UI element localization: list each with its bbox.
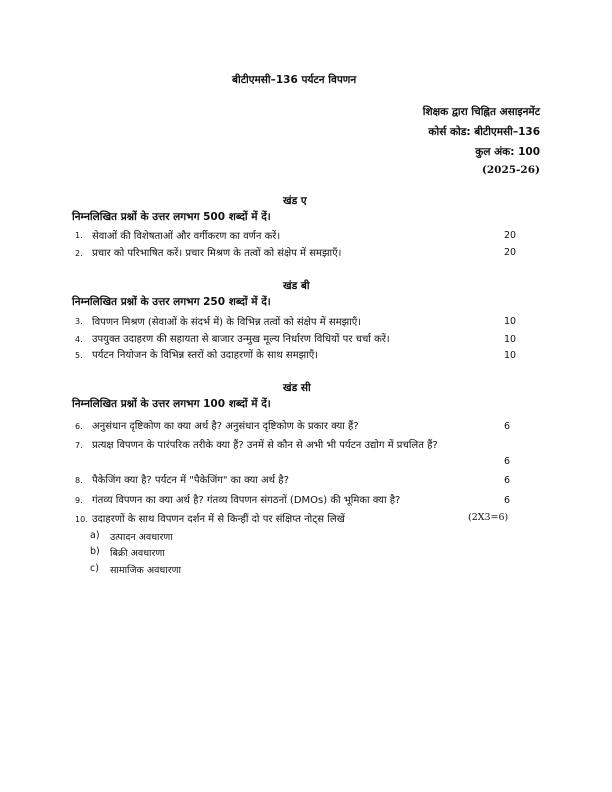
subitem-label: a) [90,530,100,541]
question-text: उदाहरणों के साथ विपणन दर्शन में से किन्हीं दो पर संक्षिप्त नोट्स लिखें [92,514,345,525]
section-instruction: निम्नलिखित प्रश्नों के उत्तर लगभग 250 शब्दों में दें। [72,296,271,308]
section-instruction: निम्नलिखित प्रश्नों के उत्तर लगभग 500 शब्दों में दें। [72,211,271,223]
question-number: 8. [75,476,83,485]
header-assignment-type: शिक्षक द्वारा चिह्नित असाइनमेंट [422,106,540,118]
question-text: प्रत्यक्ष विपणन के पारंपरिक तरीके क्या हैं? उनमें से कौन से अभी भी पर्यटन उद्योग में प्रचलित हैं? [92,440,438,451]
question-marks: 6 [504,421,511,432]
subitem-label: b) [90,546,100,557]
question-marks: 20 [504,247,517,258]
section-title: खंड सी [283,382,311,394]
question-text: अनुसंधान दृष्टिकोण का क्या अर्थ है? अनुसंधान दृष्टिकोण के प्रकार क्या हैं? [92,421,359,432]
question-marks: 10 [504,316,517,327]
subitem-text: उत्पादन अवधारणा [110,532,173,543]
section-instruction: निम्नलिखित प्रश्नों के उत्तर लगभग 100 शब्दों में दें। [72,398,271,410]
subitem-text: सामाजिक अवधारणा [110,565,181,576]
question-marks: 10 [504,350,517,361]
question-marks: 6 [504,475,511,486]
header-course-code: कोर्स कोड: बीटीएमसी–136 [428,126,540,138]
question-text: पैकेजिंग क्या है? पर्यटन में "पैकेजिंग" का क्या अर्थ है? [92,475,289,486]
question-number: 5. [75,351,83,360]
section-title: खंड ए [283,195,307,207]
subitem-text: बिक्री अवधारणा [110,548,165,559]
question-number: 7. [75,441,83,450]
question-marks: (2X3=6) [468,512,509,523]
question-number: 1. [75,231,83,240]
question-marks: 10 [504,334,517,345]
question-number: 6. [75,422,83,431]
question-text: उपयुक्त उदाहरण की सहायता से बाजार उन्मुख मूल्य निर्धारण विधियों पर चर्चा करें। [92,334,390,345]
question-number: 3. [75,317,83,326]
question-number: 4. [75,335,83,344]
question-number: 9. [75,496,83,505]
question-marks: 6 [504,495,511,506]
header-total-marks: कुल अंक: 100 [475,146,540,158]
header-session: (2025-26) [481,164,540,176]
document-title: बीटीएमसी–136 पर्यटन विपणन [232,74,357,86]
section-title: खंड बी [283,280,310,292]
question-number: 2. [75,249,83,258]
question-text: प्रचार को परिभाषित करें। प्रचार मिश्रण के तत्वों को संक्षेप में समझाएँ। [92,248,342,259]
question-number: 10. [75,515,88,524]
question-text: विपणन मिश्रण (सेवाओं के संदर्भ में) के विभिन्न तत्वों को संक्षेप में समझाएँ। [92,317,362,328]
question-text: गंतव्य विपणन का क्या अर्थ है? गंतव्य विपणन संगठनों (DMOs) की भूमिका क्या है? [92,495,401,506]
question-marks: 6 [504,456,511,467]
question-text: सेवाओं की विशेषताओं और वर्गीकरण का वर्णन करें। [92,231,281,242]
question-marks: 20 [504,230,517,241]
question-text: पर्यटन नियोजन के विभिन्न स्तरों को उदाहरणों के साथ समझाएँ। [92,350,319,361]
subitem-label: c) [90,563,99,574]
